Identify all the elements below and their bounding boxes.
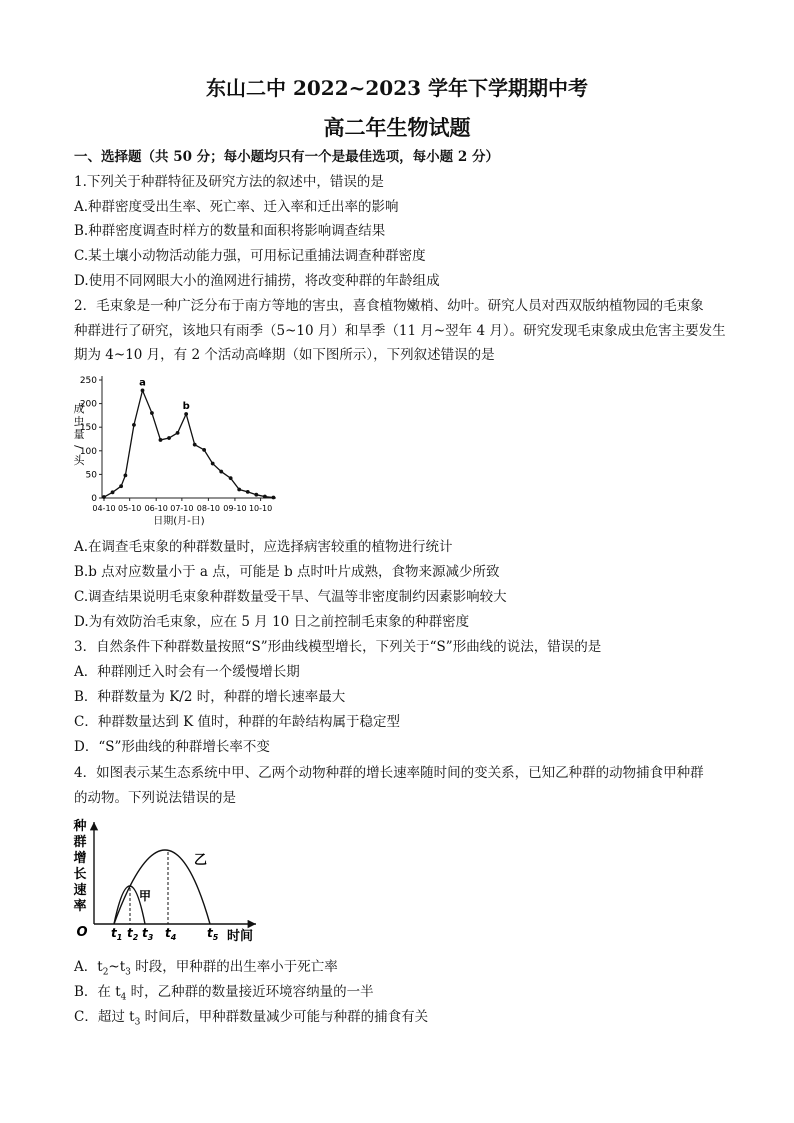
- data-point: [184, 412, 188, 416]
- data-point: [141, 388, 145, 392]
- q2-option-c: C.调查结果说明毛束象种群数量受干旱、气温等非密度制约因素影响较大: [74, 589, 507, 605]
- x-tick-label: 10-10: [248, 504, 273, 513]
- y-tick-label: 100: [79, 446, 97, 457]
- data-point: [237, 488, 241, 492]
- data-point: [246, 490, 250, 494]
- exam-subtitle: 高二年生物试题: [323, 115, 471, 140]
- q1-option-a: A.种群密度受出生率、死亡率、迁入率和迁出率的影响: [74, 199, 399, 215]
- data-point: [132, 423, 136, 427]
- x-tick-label: $t_5$: [207, 926, 219, 942]
- x-tick-label: $t_1$: [111, 926, 123, 942]
- x-tick-label: $t_2$: [127, 926, 139, 942]
- q4-option-b: B．在 $t_4$ 时，乙种群的数量接近环境容纳量的一半: [74, 984, 374, 1003]
- data-point: [193, 443, 197, 447]
- series-yi-label: 乙: [194, 853, 208, 868]
- q2-line-chart: [70, 370, 290, 530]
- data-point: [211, 462, 215, 466]
- q2-option-d: D.为有效防治毛束象，应在 5 月 10 日之前控制毛束象的种群密度: [74, 614, 470, 630]
- series-jia-label: 甲: [139, 889, 152, 903]
- data-point: [111, 490, 115, 494]
- x-tick-label: 06-10: [144, 504, 168, 513]
- y-tick-label: 0: [91, 494, 97, 504]
- y-tick-label: 250: [79, 376, 97, 386]
- q1-option-c: C.某土壤小动物活动能力强，可用标记重捕法调查种群密度: [74, 248, 426, 264]
- y-axis-label-char: 头: [73, 454, 85, 467]
- peak-label-b: b: [182, 400, 190, 412]
- y-axis-label-char: 量: [73, 428, 85, 441]
- q3-option-b: B．种群数量为 K/2 时，种群的增长速率最大: [74, 689, 346, 705]
- data-point: [102, 495, 106, 499]
- x-tick-label: 05-10: [118, 504, 142, 513]
- y-axis-label-char: 长: [73, 867, 87, 882]
- x-tick-label: 08-10: [196, 504, 221, 513]
- q3-option-d: D．“S”形曲线的种群增长率不变: [74, 739, 270, 755]
- q1-stem: 1.下列关于种群特征及研究方法的叙述中，错误的是: [74, 174, 384, 190]
- section-heading: 一、选择题（共 50 分；每小题均只有一个是最佳选项，每小题 2 分）: [74, 149, 499, 165]
- data-point: [219, 470, 223, 474]
- q2-option-b: B.b 点对应数量小于 a 点，可能是 b 点时叶片成熟，食物来源减少所致: [74, 564, 500, 580]
- x-tick-label: 09-10: [223, 504, 247, 513]
- data-point: [123, 473, 127, 477]
- data-point: [159, 438, 163, 442]
- q3-stem: 3．自然条件下种群数量按照“S”形曲线模型增长，下列关于“S”形曲线的说法，错误的是: [74, 639, 602, 655]
- y-axis-label-char: 率: [73, 899, 87, 914]
- y-axis-label-char: 种: [73, 819, 87, 834]
- x-tick-label: 07-10: [170, 504, 194, 513]
- x-axis-label: 日期(月-日): [153, 516, 205, 527]
- y-axis-label-char: 增: [73, 851, 87, 866]
- y-axis-label-char: /: [72, 445, 85, 449]
- q4-option-c: C．超过 $t_3$ 时间后，甲种群数量减少可能与种群的捕食有关: [74, 1009, 429, 1028]
- q1-option-d: D.使用不同网眼大小的渔网进行捕捞，将改变种群的年龄组成: [74, 273, 440, 289]
- exam-title: 东山二中 2022~2023 学年下学期期中考: [205, 76, 588, 100]
- y-tick-label: 150: [79, 423, 97, 434]
- q2-stem-line: 2．毛束象是一种广泛分布于南方等地的害虫，喜食植物嫩梢、幼叶。研究人员对西双版纳植物园的毛束象: [74, 298, 704, 314]
- q4-stem-line: 4．如图表示某生态系统中甲、乙两个动物种群的增长速率随时间的变关系，已知乙种群的动物捕食甲种群: [74, 765, 704, 781]
- data-point: [176, 431, 180, 435]
- y-tick-label: 50: [85, 470, 97, 481]
- q1-option-b: B.种群密度调查时样方的数量和面积将影响调查结果: [74, 223, 386, 239]
- x-tick-label: $t_4$: [165, 926, 177, 942]
- data-point: [119, 484, 123, 488]
- origin-label: O: [76, 925, 88, 940]
- q4-stem-line: 的动物。下列说法错误的是: [74, 790, 236, 806]
- data-point: [167, 436, 171, 440]
- q3-option-c: C．种群数量达到 K 值时，种群的年龄结构属于稳定型: [74, 714, 400, 730]
- data-point: [272, 496, 276, 500]
- x-tick-label: $t_3$: [142, 926, 154, 942]
- q4-growth-rate-chart: [70, 814, 270, 954]
- data-point: [150, 411, 154, 415]
- data-point: [254, 493, 258, 497]
- data-point: [229, 476, 233, 480]
- y-axis-label-char: 虫: [73, 415, 85, 428]
- y-axis-label-char: 速: [73, 883, 87, 898]
- peak-label-a: a: [139, 377, 146, 389]
- y-axis-label-char: 成: [73, 402, 85, 415]
- x-tick-label: 04-10: [92, 504, 116, 513]
- q3-option-a: A．种群刚迁入时会有一个缓慢增长期: [74, 664, 300, 680]
- y-axis-label-char: 群: [73, 835, 87, 850]
- q2-stem-line: 种群进行了研究，该地只有雨季（5~10 月）和旱季（11 月~翌年 4 月）。研究发现毛束象成虫危害主要发生: [74, 323, 726, 339]
- q2-stem-line: 期为 4~10 月，有 2 个活动高峰期（如下图所示），下列叙述错误的是: [74, 347, 495, 363]
- data-point: [202, 448, 206, 452]
- x-axis-label: 时间: [226, 929, 254, 944]
- data-point: [263, 495, 267, 499]
- q2-option-a: A.在调查毛束象的种群数量时，应选择病害较重的植物进行统计: [74, 539, 453, 555]
- y-tick-label: 200: [79, 399, 97, 410]
- q4-option-a: A．$t_2\sim t_3$ 时段，甲种群的出生率小于死亡率: [74, 959, 338, 978]
